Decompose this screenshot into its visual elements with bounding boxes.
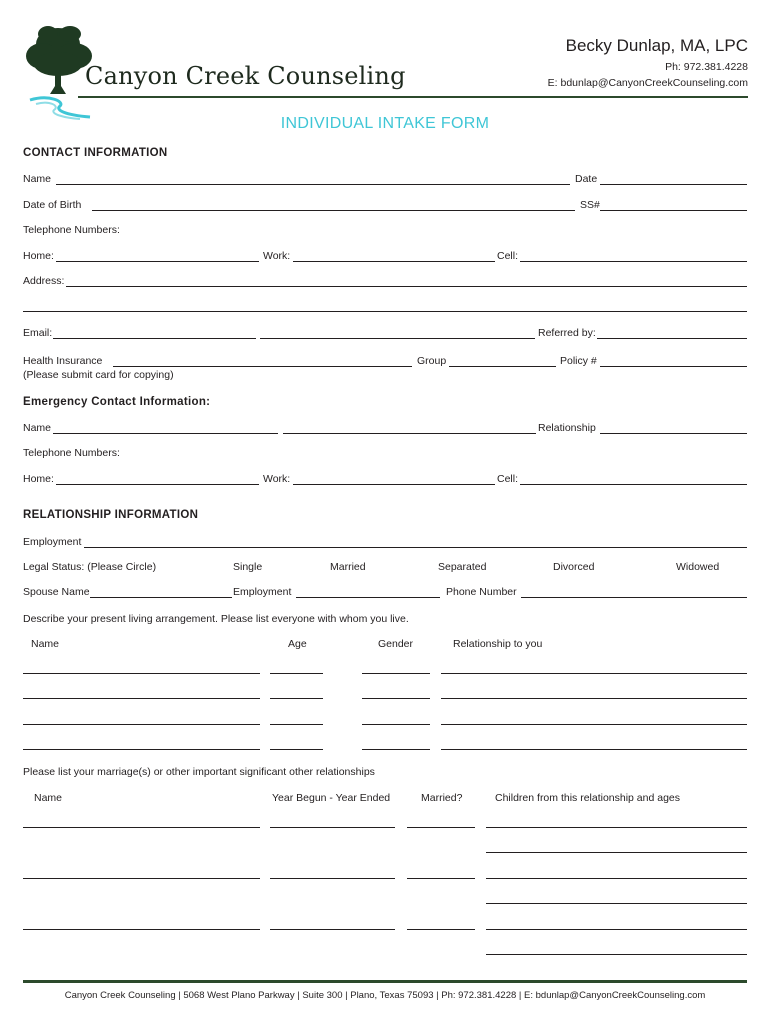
provider-name: Becky Dunlap, MA, LPC <box>565 36 748 55</box>
insurance-note: (Please submit card for copying) <box>23 369 174 381</box>
living-name-field[interactable] <box>23 673 260 674</box>
living-name-field[interactable] <box>23 698 260 699</box>
ss-field[interactable] <box>600 210 747 211</box>
employment-label: Employment <box>23 536 82 548</box>
spouse-name-label: Spouse Name <box>23 586 90 598</box>
footer-text: Canyon Creek Counseling | 5068 West Plano Parkway | Suite 300 | Plano, Texas 75093 | Ph: 972.381.4228 | E: bdunlap@CanyonCreekCounseling.com <box>64 990 706 1001</box>
living-name-field[interactable] <box>23 724 260 725</box>
telephone-label: Telephone Numbers: <box>23 224 120 236</box>
employment-field[interactable] <box>84 547 747 548</box>
emergency-work-field[interactable] <box>293 484 495 485</box>
brand-name: Canyon Creek Counseling <box>85 62 406 90</box>
phone-number-field[interactable] <box>521 597 747 598</box>
marriage-children-field-line-2[interactable] <box>486 852 747 853</box>
marriage-col-name: Name <box>34 792 63 804</box>
living-name-field[interactable] <box>23 749 260 750</box>
living-gender-field[interactable] <box>362 749 430 750</box>
home-phone-field[interactable] <box>56 261 259 262</box>
emergency-work-label: Work: <box>263 473 291 485</box>
emergency-relationship-field[interactable] <box>600 433 747 434</box>
living-gender-field[interactable] <box>362 698 430 699</box>
marriage-children-field-line-2[interactable] <box>486 903 747 904</box>
living-relationship-field[interactable] <box>441 749 747 750</box>
living-col-name: Name <box>31 638 60 650</box>
living-col-gender: Gender <box>378 638 414 650</box>
emergency-section-heading: Emergency Contact Information: <box>23 396 211 408</box>
footer-rule <box>23 980 747 983</box>
policy-label: Policy # <box>560 355 597 367</box>
marriage-col-years: Year Begun - Year Ended <box>272 792 391 804</box>
emergency-home-field[interactable] <box>56 484 259 485</box>
marriage-name-field[interactable] <box>23 878 260 879</box>
insurance-field[interactable] <box>113 366 412 367</box>
marriage-married-field[interactable] <box>407 929 475 930</box>
spouse-employment-field[interactable] <box>296 597 440 598</box>
ss-label: SS# <box>580 199 600 211</box>
marriage-children-field[interactable] <box>486 878 747 879</box>
living-arrangement-prompt: Describe your present living arrangement. Please list everyone with whom you live. <box>23 613 409 625</box>
contact-section-heading: CONTACT INFORMATION <box>23 147 168 159</box>
home-label: Home: <box>23 250 54 262</box>
date-label: Date <box>575 173 598 185</box>
cell-label: Cell: <box>497 250 519 262</box>
marriage-col-married: Married? <box>421 792 463 804</box>
email-field-continued[interactable] <box>260 338 535 339</box>
dob-field[interactable] <box>92 210 575 211</box>
marriage-children-field-line-2[interactable] <box>486 954 747 955</box>
legal-status-label: Legal Status: (Please Circle) <box>23 561 157 573</box>
email-field[interactable] <box>53 338 256 339</box>
emergency-relationship-label: Relationship <box>538 422 596 434</box>
status-option-widowed[interactable]: Widowed <box>676 561 720 573</box>
marriage-years-field[interactable] <box>270 878 395 879</box>
living-gender-field[interactable] <box>362 673 430 674</box>
provider-phone: Ph: 972.381.4228 <box>665 61 748 73</box>
marriage-married-field[interactable] <box>407 827 475 828</box>
spouse-name-field[interactable] <box>90 597 232 598</box>
header-rule <box>78 96 748 98</box>
emergency-telephone-label: Telephone Numbers: <box>23 447 120 459</box>
form-title: INDIVIDUAL INTAKE FORM <box>280 115 490 132</box>
marriage-years-field[interactable] <box>270 827 395 828</box>
emergency-name-field-continued[interactable] <box>283 433 536 434</box>
status-option-single[interactable]: Single <box>233 561 263 573</box>
marriage-years-field[interactable] <box>270 929 395 930</box>
group-label: Group <box>417 355 447 367</box>
emergency-cell-label: Cell: <box>497 473 519 485</box>
relationship-section-heading: RELATIONSHIP INFORMATION <box>23 509 199 521</box>
emergency-cell-field[interactable] <box>520 484 747 485</box>
address-field-line-2[interactable] <box>23 311 747 312</box>
name-label: Name <box>23 173 52 185</box>
group-field[interactable] <box>449 366 556 367</box>
provider-email: E: bdunlap@CanyonCreekCounseling.com <box>547 77 748 89</box>
living-col-age: Age <box>288 638 307 650</box>
marriage-col-children: Children from this relationship and ages <box>495 792 681 804</box>
marriages-prompt: Please list your marriage(s) or other important significant other relationships <box>23 766 375 778</box>
living-age-field[interactable] <box>270 673 323 674</box>
dob-label: Date of Birth <box>23 199 82 211</box>
marriage-children-field[interactable] <box>486 929 747 930</box>
living-age-field[interactable] <box>270 749 323 750</box>
status-option-divorced[interactable]: Divorced <box>553 561 595 573</box>
referred-by-label: Referred by: <box>538 327 596 339</box>
living-relationship-field[interactable] <box>441 698 747 699</box>
status-option-married[interactable]: Married <box>330 561 366 573</box>
email-label: Email: <box>23 327 53 339</box>
work-label: Work: <box>263 250 291 262</box>
emergency-home-label: Home: <box>23 473 54 485</box>
referred-by-field[interactable] <box>597 338 747 339</box>
marriage-children-field[interactable] <box>486 827 747 828</box>
living-gender-field[interactable] <box>362 724 430 725</box>
living-relationship-field[interactable] <box>441 673 747 674</box>
address-field[interactable] <box>66 286 747 287</box>
address-label: Address: <box>23 275 65 287</box>
spouse-employment-label: Employment <box>233 586 292 598</box>
date-field[interactable] <box>600 184 747 185</box>
marriage-name-field[interactable] <box>23 827 260 828</box>
marriage-married-field[interactable] <box>407 878 475 879</box>
living-age-field[interactable] <box>270 698 323 699</box>
insurance-label: Health Insurance <box>23 355 103 367</box>
work-phone-field[interactable] <box>293 261 495 262</box>
policy-field[interactable] <box>600 366 747 367</box>
status-option-separated[interactable]: Separated <box>438 561 487 573</box>
emergency-name-field[interactable] <box>53 433 278 434</box>
living-relationship-field[interactable] <box>441 724 747 725</box>
living-age-field[interactable] <box>270 724 323 725</box>
living-col-relationship: Relationship to you <box>453 638 543 650</box>
phone-number-label: Phone Number <box>446 586 517 598</box>
cell-phone-field[interactable] <box>520 261 747 262</box>
emergency-name-label: Name <box>23 422 52 434</box>
name-field[interactable] <box>56 184 570 185</box>
marriage-name-field[interactable] <box>23 929 260 930</box>
